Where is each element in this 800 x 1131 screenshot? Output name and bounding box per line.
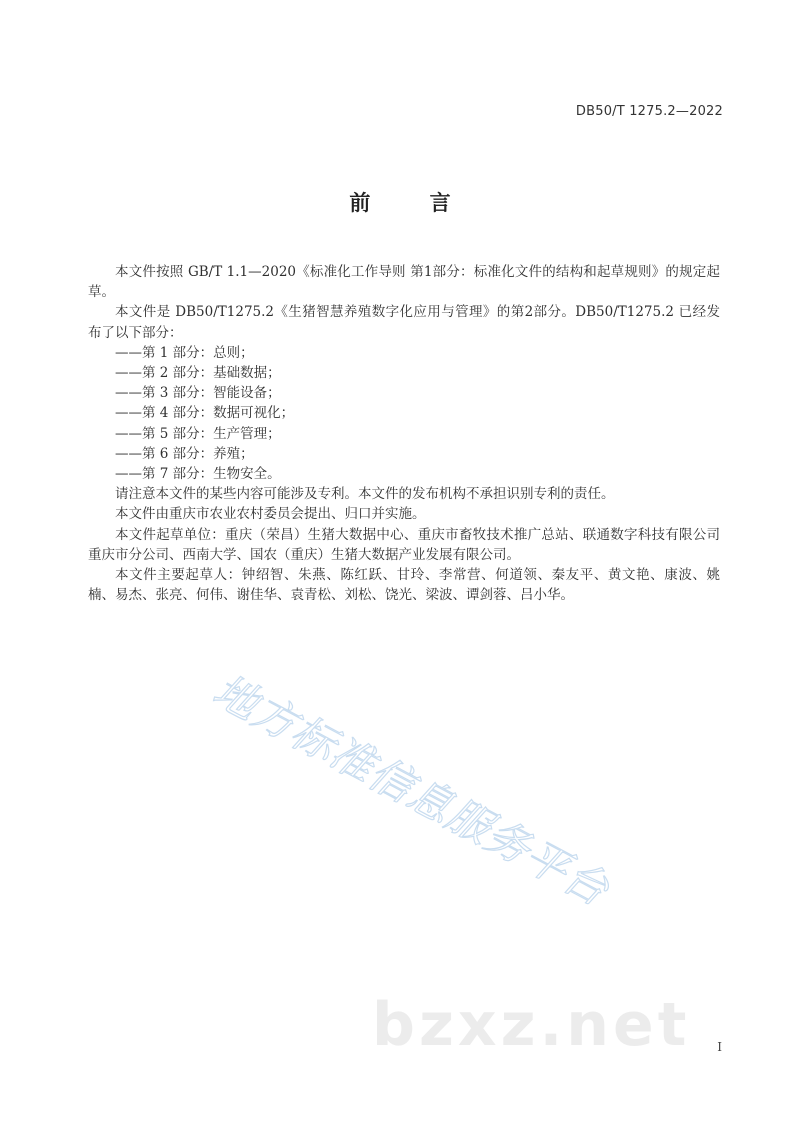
paragraph-drafters: 本文件主要起草人：钟绍智、朱燕、陈红跃、甘玲、李常营、何道领、秦友平、黄文艳、康波、姚楠、易杰、张亮、何伟、谢佳华、袁青松、刘松、饶光、梁波、谭剑蓉、吕小华。 [88, 567, 720, 604]
paragraph-patent-notice: 请注意本文件的某些内容可能涉及专利。本文件的发布机构不承担识别专利的责任。 [115, 486, 615, 503]
list-item: ——第 2 部分：基础数据； [115, 365, 281, 382]
preface-body [88, 262, 720, 605]
paragraph-drafting-basis: 本文件按照 GB/T 1.1—2020《标准化工作导则 第1部分：标准化文件的结构和起草规则》的规定起草。 [88, 264, 720, 301]
watermark-text [205, 660, 675, 940]
document-code: DB50/T 1275.2—2022 [575, 104, 723, 119]
watermark-label: 地方标准信息服务平台 [205, 665, 617, 917]
list-item: ——第 7 部分：生物安全。 [115, 466, 281, 483]
list-item: ——第 1 部分：总则； [115, 344, 254, 361]
list-item: ——第 3 部分：智能设备； [115, 385, 281, 402]
page-title: 前 言 [349, 191, 477, 215]
paragraph-series-intro: 本文件是 DB50/T1275.2《生猪智慧养殖数字化应用与管理》的第2部分。DB50/T1275.2 已经发布了以下部分： [88, 304, 720, 341]
page-number: I [717, 1040, 722, 1054]
list-item: ——第 5 部分：生产管理； [115, 425, 281, 442]
paragraph-drafting-units: 本文件起草单位：重庆（荣昌）生猪大数据中心、重庆市畜牧技术推广总站、联通数字科技有限公司重庆市分公司、西南大学、国农（重庆）生猪大数据产业发展有限公司。 [88, 526, 720, 563]
list-item: ——第 4 部分：数据可视化； [115, 405, 295, 422]
list-item: ——第 6 部分：养殖； [115, 445, 254, 462]
paragraph-proposer: 本文件由重庆市农业农村委员会提出、归口并实施。 [115, 506, 426, 523]
watermark-logo: bzxz.net [372, 990, 691, 1060]
